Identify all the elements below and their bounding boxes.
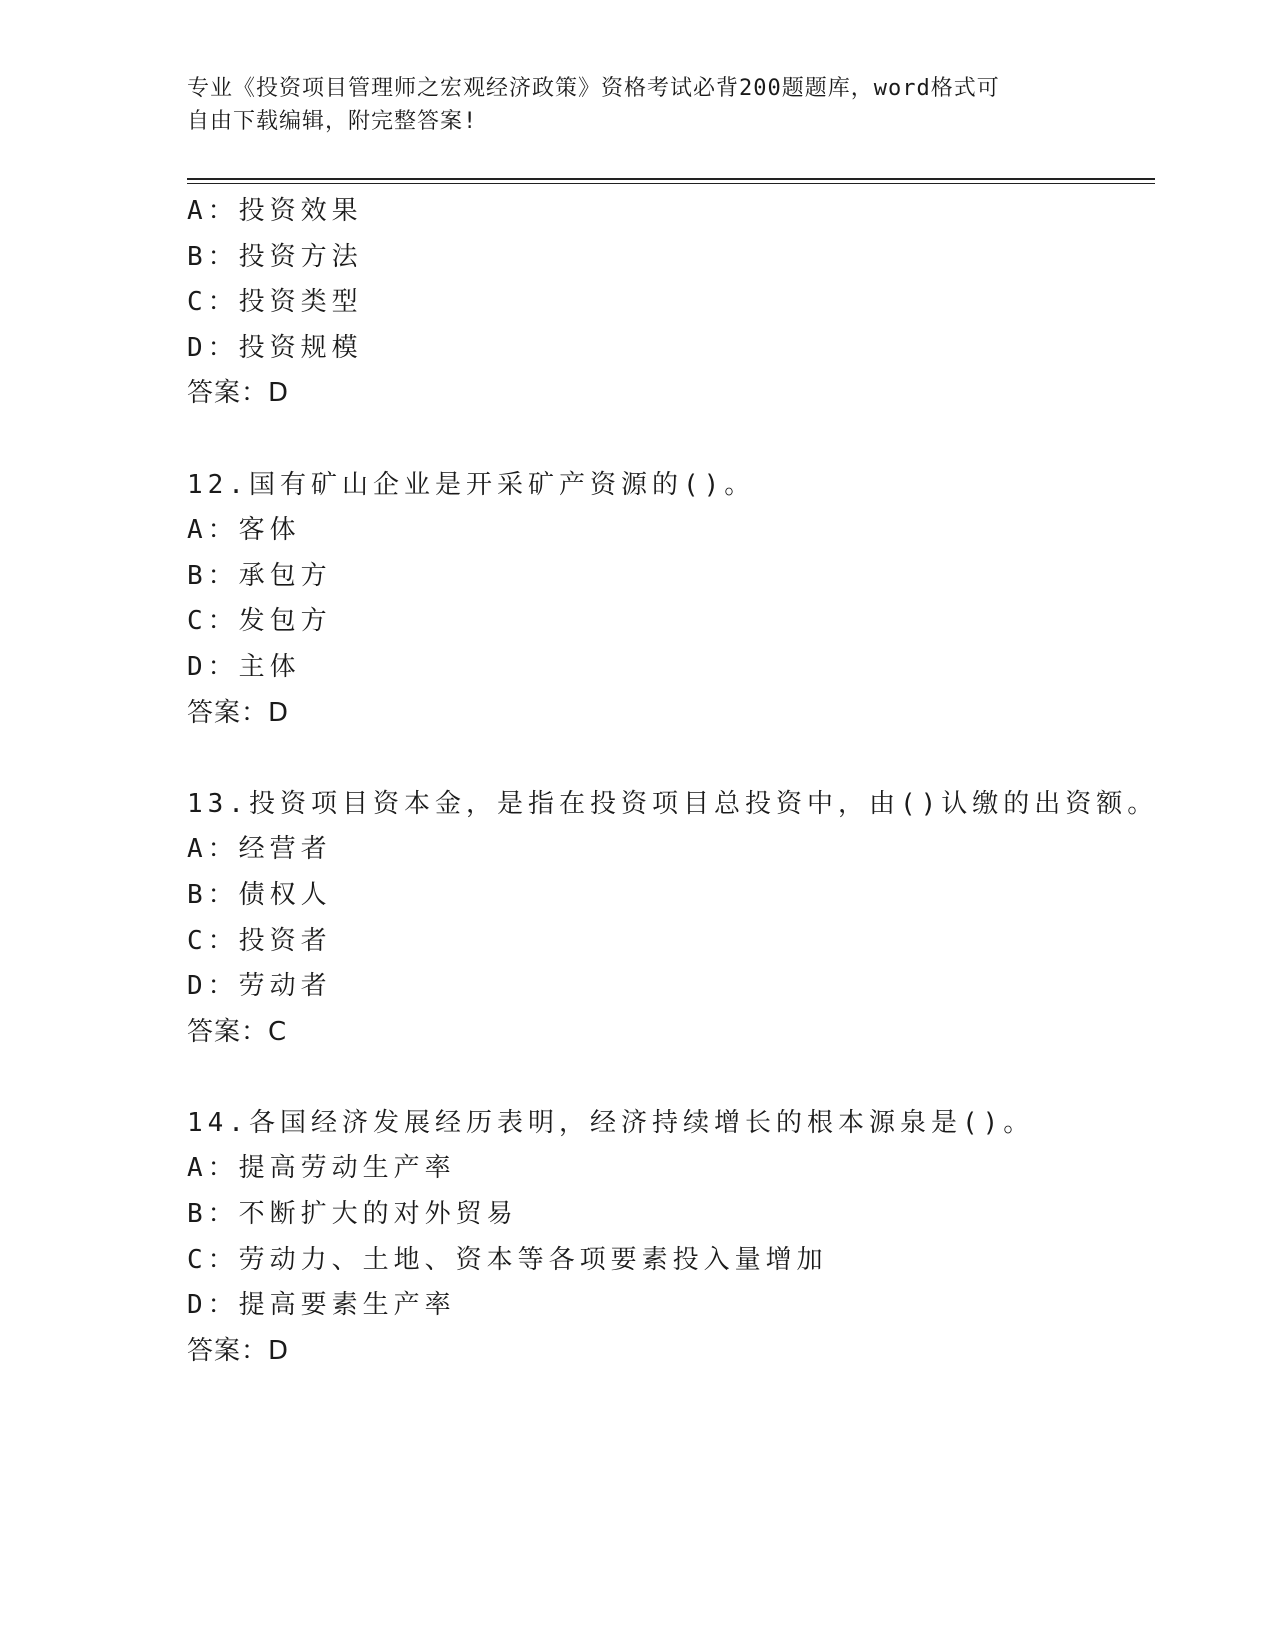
question-block-11: [187, 189, 1187, 417]
option-b: B：投资方法: [187, 241, 363, 272]
option-b: B：不断扩大的对外贸易: [187, 1199, 518, 1230]
question-text: 13.投资项目资本金，是指在投资项目总投资中，由()认缴的出资额。: [187, 788, 1159, 819]
option-d: D：提高要素生产率: [187, 1290, 456, 1321]
option-a: A：经营者: [187, 834, 332, 865]
question-block-12: [187, 463, 1187, 737]
question-block-14: [187, 1101, 1187, 1375]
option-b: B：承包方: [187, 560, 332, 591]
question-text: 12.国有矿山企业是开采矿产资源的()。: [187, 469, 756, 500]
spacer: [187, 736, 1187, 782]
header-divider-thin: [187, 183, 1155, 184]
option-d: D：投资规模: [187, 332, 363, 363]
header-divider-thick: [187, 178, 1155, 180]
option-a: A：客体: [187, 515, 301, 546]
answer-line: 答案：D: [187, 378, 290, 409]
header-line-2: 自由下载编辑，附完整答案!: [187, 109, 478, 134]
option-d: D：主体: [187, 651, 301, 682]
option-c: C：劳动力、土地、资本等各项要素投入量增加: [187, 1244, 828, 1275]
header-line-1: 专业《投资项目管理师之宏观经济政策》资格考试必背200题题库，word格式可: [187, 76, 1000, 101]
answer-line: 答案：D: [187, 1335, 290, 1366]
option-a: A：提高劳动生产率: [187, 1153, 456, 1184]
question-list: [187, 189, 1187, 1374]
spacer: [187, 417, 1187, 463]
option-c: C：投资者: [187, 925, 332, 956]
question-text: 14.各国经济发展经历表明，经济持续增长的根本源泉是()。: [187, 1107, 1035, 1138]
answer-line: 答案：D: [187, 697, 290, 728]
answer-line: 答案：C: [187, 1016, 288, 1047]
spacer: [187, 1055, 1187, 1101]
document-header: [187, 72, 1087, 138]
option-b: B：债权人: [187, 879, 332, 910]
option-c: C：发包方: [187, 606, 332, 637]
question-block-13: [187, 782, 1187, 1056]
option-a: A：投资效果: [187, 196, 363, 226]
option-d: D：劳动者: [187, 971, 332, 1002]
option-c: C：投资类型: [187, 287, 363, 318]
